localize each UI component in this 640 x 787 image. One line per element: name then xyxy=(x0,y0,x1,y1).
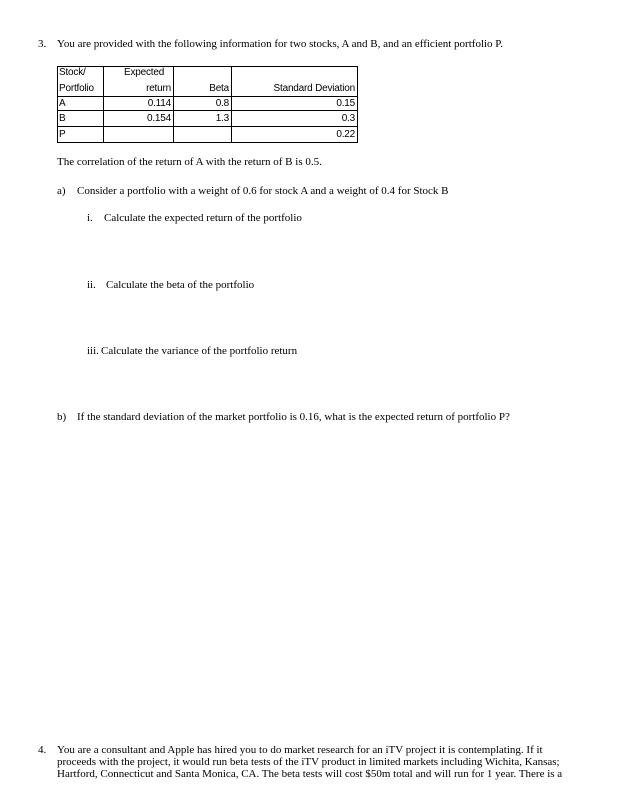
part-b-text: If the standard deviation of the market portfolio is 0.16, what is the expected return of portfolio P? xyxy=(77,411,510,423)
row-b-name: B xyxy=(59,113,66,124)
part-a-label: a) xyxy=(57,185,66,197)
row-p-name: P xyxy=(59,129,66,140)
row-p-std-dev: 0.22 xyxy=(336,129,355,140)
stock-data-table xyxy=(57,66,358,143)
row-a-beta: 0.8 xyxy=(215,98,229,109)
question-3-intro: You are provided with the following information for two stocks, A and B, and an efficient portfolio P. xyxy=(57,38,503,50)
row-a-name: A xyxy=(59,98,66,109)
part-a-text: Consider a portfolio with a weight of 0.6 for stock A and a weight of 0.4 for Stock B xyxy=(77,185,449,197)
header-portfolio-line2: Portfolio xyxy=(59,83,94,94)
row-b-beta: 1.3 xyxy=(215,113,229,124)
header-standard-deviation: Standard Deviation xyxy=(273,83,355,94)
row-a-expected-return: 0.114 xyxy=(147,98,171,109)
part-a-item-1-label: i. xyxy=(87,212,93,224)
row-b-expected-return: 0.154 xyxy=(146,113,171,124)
row-b-std-dev: 0.3 xyxy=(341,113,355,124)
header-expected-line1: Expected xyxy=(124,67,165,78)
question-3-number: 3. xyxy=(38,38,47,50)
part-a-item-1-text: Calculate the expected return of the portfolio xyxy=(104,212,302,224)
part-b-label: b) xyxy=(57,411,67,423)
part-a-item-2-text: Calculate the beta of the portfolio xyxy=(106,279,255,291)
header-stock-line1: Stock/ xyxy=(59,67,86,78)
row-a-std-dev: 0.15 xyxy=(336,98,355,109)
question-4-line-3: Hartford, Connecticut and Santa Monica, CA. The beta tests will cost $50m total and will run for 1 year. There is a xyxy=(57,768,563,780)
part-a-item-2-label: ii. xyxy=(87,279,96,291)
header-beta: Beta xyxy=(209,83,229,94)
part-a-item-3-text: Calculate the variance of the portfolio return xyxy=(101,345,298,357)
question-4-line-1: You are a consultant and Apple has hired you to do market research for an iTV project it is contemplating. If it xyxy=(57,744,543,756)
question-4-number: 4. xyxy=(38,744,47,756)
header-return-line2: return xyxy=(146,83,171,94)
question-4-line-2: proceeds with the project, it would run beta tests of the iTV product in limited markets including Wichita, Kansas; xyxy=(57,756,560,768)
correlation-note: The correlation of the return of A with the return of B is 0.5. xyxy=(57,156,322,168)
part-a-item-3-label: iii. xyxy=(87,345,99,357)
